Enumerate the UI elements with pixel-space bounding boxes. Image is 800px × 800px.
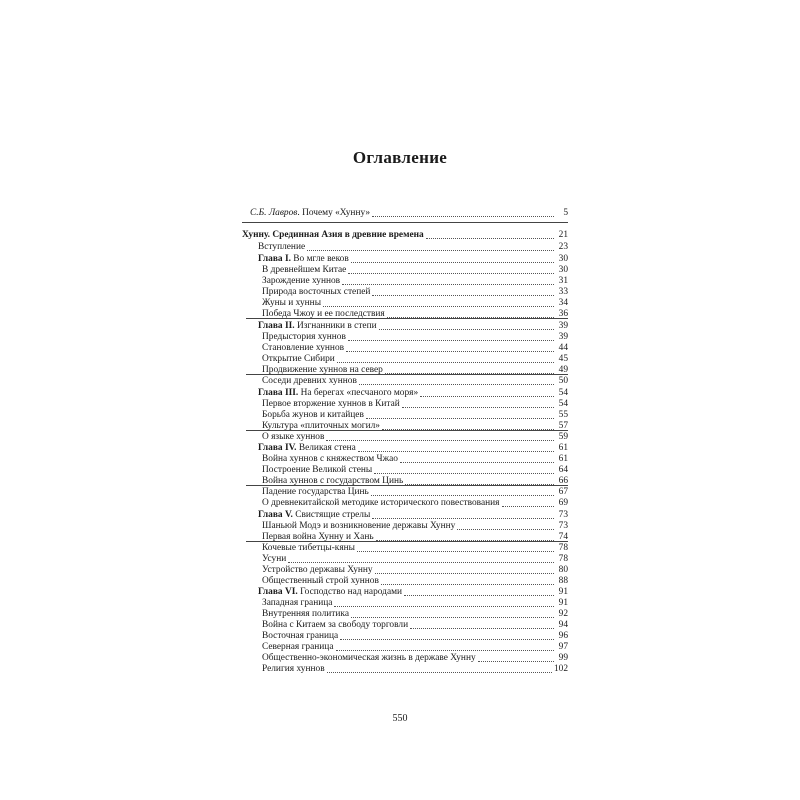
toc-page-number: 61 xyxy=(558,443,568,453)
toc-entry-title xyxy=(242,230,424,241)
toc-entry-text: Глава IV. xyxy=(258,443,297,453)
dot-leader xyxy=(326,432,554,441)
toc-entry-title xyxy=(258,388,418,399)
toc-entry-text: Шаньюй Модэ и возникновение державы Хунну xyxy=(262,521,456,531)
page-number: 550 xyxy=(392,713,408,724)
section-divider xyxy=(242,222,568,223)
toc-entry-title xyxy=(262,521,455,532)
dot-leader xyxy=(342,276,554,285)
toc-entry-row xyxy=(262,487,568,498)
toc-entry-title xyxy=(262,487,369,498)
toc-chapter-row xyxy=(258,443,568,454)
toc-page-number: 54 xyxy=(558,399,568,409)
toc-entry-text: Война с Китаем за свободу торговли xyxy=(262,620,409,630)
toc-entry-text: Первая война Хунну и Хань xyxy=(262,532,374,542)
toc-entry-row xyxy=(262,298,568,309)
toc-entry-title xyxy=(262,631,338,642)
toc-entry-title xyxy=(258,443,356,454)
toc-page-number: 91 xyxy=(558,587,568,597)
toc-entry-title xyxy=(262,476,403,487)
toc-entry-row xyxy=(262,543,568,554)
toc-entry-title xyxy=(262,265,346,276)
toc-entry-row xyxy=(262,653,568,664)
toc-entry-row xyxy=(250,208,568,219)
toc-entry-text: Жуны и хунны xyxy=(262,298,321,308)
toc-entry-title xyxy=(262,609,349,620)
dot-leader xyxy=(366,410,554,419)
toc-entry-text: Господство над народами xyxy=(297,587,403,597)
dot-leader xyxy=(381,576,554,585)
toc-entry-row xyxy=(262,343,568,354)
toc-page-number: 55 xyxy=(558,410,568,420)
toc-entry-title xyxy=(262,365,383,376)
toc-entry-row xyxy=(242,230,568,241)
toc-page-number: 78 xyxy=(558,543,568,553)
toc-page-number: 21 xyxy=(558,230,568,240)
toc-page-number: 80 xyxy=(558,565,568,575)
dot-leader xyxy=(351,254,554,263)
toc-entry-row xyxy=(262,565,568,576)
toc-page-number: 57 xyxy=(558,421,568,431)
toc-entry-text: Свистящие стрелы xyxy=(292,510,371,520)
toc-entry-text: Война хуннов с княжеством Чжао xyxy=(262,454,398,464)
page-title: Оглавление xyxy=(352,148,448,167)
dot-leader xyxy=(351,609,554,618)
dot-leader xyxy=(340,631,554,640)
toc-entry-text: Построение Великой стены xyxy=(262,465,373,475)
toc-page-number: 30 xyxy=(558,254,568,264)
toc-entry-text: . Почему «Хунну» xyxy=(297,208,371,218)
dot-leader xyxy=(372,287,554,296)
toc-entry-text: Природа восточных степей xyxy=(262,287,371,297)
toc-entry-row xyxy=(262,554,568,565)
toc-entry-text: Становление хуннов xyxy=(262,343,345,353)
dot-leader xyxy=(376,532,554,541)
toc-entry-title xyxy=(262,298,321,309)
toc-entry-title xyxy=(258,510,370,521)
toc-entry-title xyxy=(258,587,402,598)
dot-leader xyxy=(385,365,554,374)
toc-entry-text: Религия хуннов xyxy=(262,664,325,674)
toc-entry-title xyxy=(262,598,332,609)
toc-page-number: 44 xyxy=(558,343,568,353)
toc-entry-title xyxy=(262,576,379,587)
toc-entry-row xyxy=(262,309,568,320)
toc-page-number: 91 xyxy=(558,598,568,608)
toc-entry-row xyxy=(262,521,568,532)
dot-leader xyxy=(358,443,554,452)
toc-entry-text: Открытие Сибири xyxy=(262,354,335,364)
toc-page-number: 73 xyxy=(558,521,568,531)
toc-entry-row xyxy=(262,609,568,620)
toc-entry-row xyxy=(262,631,568,642)
toc-entry-row xyxy=(262,620,568,631)
toc-entry-text: Глава I. xyxy=(258,254,291,264)
dot-leader xyxy=(348,265,554,274)
toc-entry-text: Культура «плиточных могил» xyxy=(262,421,380,431)
toc-page-number: 92 xyxy=(558,609,568,619)
dot-leader xyxy=(337,354,554,363)
toc-entry-text: На берегах «песчаного моря» xyxy=(298,388,419,398)
toc-entry-text: Предыстория хуннов xyxy=(262,332,346,342)
toc-entry-title xyxy=(262,498,500,509)
toc-entry-title xyxy=(250,208,370,219)
toc-entry-row xyxy=(262,432,568,443)
toc-page-number: 66 xyxy=(558,476,568,486)
toc-entry-title xyxy=(262,309,385,320)
toc-page-number: 54 xyxy=(558,388,568,398)
dot-leader xyxy=(357,543,554,552)
toc-entry-text: Изгнанники в степи xyxy=(294,321,377,331)
toc-entry-title xyxy=(262,276,340,287)
dot-leader xyxy=(426,230,554,239)
toc-entry-row xyxy=(262,642,568,653)
toc-entry-row xyxy=(262,454,568,465)
toc-entry-text: О древнекитайской методике исторического повествования xyxy=(262,498,500,508)
toc-page-number: 94 xyxy=(558,620,568,630)
toc-entry-row xyxy=(262,476,568,487)
toc-entry-text: Победа Чжоу и ее последствия xyxy=(262,309,385,319)
dot-leader xyxy=(372,208,554,217)
toc-entry-row xyxy=(262,354,568,365)
dot-leader xyxy=(375,565,554,574)
toc-entry-text: Западная граница xyxy=(262,598,333,608)
toc-entry-title xyxy=(262,454,398,465)
toc-page-number: 64 xyxy=(558,465,568,475)
toc-chapter-row xyxy=(258,587,568,598)
toc-page-number: 33 xyxy=(558,287,568,297)
toc-entry-text: Глава II. xyxy=(258,321,295,331)
toc-entry-row xyxy=(262,421,568,432)
toc-entry-text: Восточная граница xyxy=(262,631,339,641)
toc-entry-row xyxy=(262,287,568,298)
toc-entry-title xyxy=(258,254,349,265)
toc-page-number: 69 xyxy=(558,498,568,508)
dot-leader xyxy=(382,421,554,430)
toc-page-number: 61 xyxy=(558,454,568,464)
dot-leader xyxy=(405,476,554,485)
toc-page-number: 74 xyxy=(558,532,568,542)
toc-entry-text: Северная граница xyxy=(262,642,334,652)
toc-entry-text: Война хуннов с государством Цинь xyxy=(262,476,404,486)
dot-leader xyxy=(478,653,554,662)
toc-entry-text: Устройство державы Хунну xyxy=(262,565,373,575)
dot-leader xyxy=(323,298,554,307)
toc-page-number: 102 xyxy=(553,664,568,674)
toc-entry-title xyxy=(262,421,380,432)
toc-entry-text: Великая стена xyxy=(296,443,356,453)
toc-entry-row xyxy=(262,399,568,410)
toc-page-number: 96 xyxy=(558,631,568,641)
toc-entry-row xyxy=(262,598,568,609)
dot-leader xyxy=(346,343,554,352)
toc-chapter-row xyxy=(258,321,568,332)
toc-entry-title xyxy=(258,321,377,332)
toc-entry-row xyxy=(262,532,568,543)
toc-entry-text: О языке хуннов xyxy=(262,432,325,442)
toc-entry-text: Первое вторжение хуннов в Китай xyxy=(262,399,400,409)
toc-page-number: 73 xyxy=(558,510,568,520)
toc-entry-text: С.Б. Лавров xyxy=(250,208,298,218)
toc-entry-title xyxy=(262,287,370,298)
dot-leader xyxy=(374,465,554,474)
toc-entry-title xyxy=(262,532,374,543)
toc-entry-title xyxy=(262,565,373,576)
toc-entry-title xyxy=(262,399,400,410)
toc-entry-title xyxy=(262,664,325,675)
toc-page-number: 5 xyxy=(563,208,568,218)
dot-leader xyxy=(327,664,552,673)
toc-entry-text: Общественно-экономическая жизнь в державе Хунну xyxy=(262,653,476,663)
toc-entry-title xyxy=(262,642,334,653)
dot-leader xyxy=(372,510,554,519)
toc-page-number: 34 xyxy=(558,298,568,308)
dot-leader xyxy=(410,620,554,629)
toc-page-number: 59 xyxy=(558,432,568,442)
toc-page-number: 23 xyxy=(558,242,568,252)
toc-entry-text: Вступление xyxy=(258,242,306,252)
toc-entry-text: Усуни xyxy=(262,554,287,564)
dot-leader xyxy=(334,598,554,607)
toc-page-number: 45 xyxy=(558,354,568,364)
toc-entry-title xyxy=(262,432,324,443)
toc-page-number: 50 xyxy=(558,376,568,386)
toc-entry-title xyxy=(258,242,305,253)
dot-leader xyxy=(379,321,554,330)
toc-entry-row xyxy=(258,242,568,253)
toc-page-number: 30 xyxy=(558,265,568,275)
dot-leader xyxy=(371,487,554,496)
toc-entry-title xyxy=(262,653,476,664)
toc-page-number: 31 xyxy=(558,276,568,286)
toc-page-number: 49 xyxy=(558,365,568,375)
toc-entry-row xyxy=(262,664,568,675)
dot-leader xyxy=(420,388,554,397)
toc-entry-text: Общественный строй хуннов xyxy=(262,576,379,586)
dot-leader xyxy=(502,498,555,507)
toc-entry-text: Глава VI. xyxy=(258,587,298,597)
toc-entry-text: Глава III. xyxy=(258,388,299,398)
toc-page-number: 39 xyxy=(558,332,568,342)
toc-entry-text: Глава V. xyxy=(258,510,293,520)
toc-entry-row xyxy=(262,276,568,287)
toc-entry-row xyxy=(262,576,568,587)
toc-entry-text: Во мгле веков xyxy=(290,254,349,264)
dot-leader xyxy=(400,454,554,463)
dot-leader xyxy=(307,242,554,251)
toc-entry-row xyxy=(262,265,568,276)
toc-page-number: 99 xyxy=(558,653,568,663)
toc-entry-row xyxy=(262,410,568,421)
toc-page-number: 88 xyxy=(558,576,568,586)
dot-leader xyxy=(402,399,554,408)
toc-entry-title xyxy=(262,554,286,565)
toc-chapter-row xyxy=(258,510,568,521)
toc-entry-text: Соседи древних хуннов xyxy=(262,376,357,386)
toc-entry-title xyxy=(262,410,364,421)
toc-page-number: 78 xyxy=(558,554,568,564)
dot-leader xyxy=(457,521,554,530)
toc-page-number: 39 xyxy=(558,321,568,331)
toc-entry-row xyxy=(262,465,568,476)
dot-leader xyxy=(336,642,555,651)
toc-entry-row xyxy=(262,365,568,376)
dot-leader xyxy=(359,376,554,385)
toc-entry-title xyxy=(262,543,355,554)
toc-entry-text: Продвижение хуннов на север xyxy=(262,365,383,375)
toc-entry-row xyxy=(262,332,568,343)
toc-entry-title xyxy=(262,376,357,387)
toc-entry-text: Борьба жунов и китайцев xyxy=(262,410,364,420)
toc-entry-text: Хунну. Срединная Азия в древние времена xyxy=(242,230,424,240)
toc-entry-title xyxy=(262,343,344,354)
dot-leader xyxy=(348,332,554,341)
toc-entry-title xyxy=(262,620,408,631)
toc-page-number: 36 xyxy=(558,309,568,319)
toc-entry-title xyxy=(262,465,372,476)
toc-entry-text: Кочевые тибетцы-кяны xyxy=(262,543,355,553)
toc-entry-title xyxy=(262,354,335,365)
toc-entry-text: Внутренняя политика xyxy=(262,609,349,619)
toc-entry-title xyxy=(262,332,346,343)
toc-entry-text: Зарождение хуннов xyxy=(262,276,341,286)
toc-entry-text: Падение государства Цинь xyxy=(262,487,369,497)
toc-chapter-row xyxy=(258,254,568,265)
toc-entry-row xyxy=(262,498,568,509)
toc-chapter-row xyxy=(258,388,568,399)
toc-entry-row xyxy=(262,376,568,387)
dot-leader xyxy=(387,309,554,318)
toc-page-number: 97 xyxy=(558,642,568,652)
toc-entry-text: В древнейшем Китае xyxy=(262,265,347,275)
dot-leader xyxy=(404,587,554,596)
dot-leader xyxy=(288,554,554,563)
toc-page-number: 67 xyxy=(558,487,568,497)
